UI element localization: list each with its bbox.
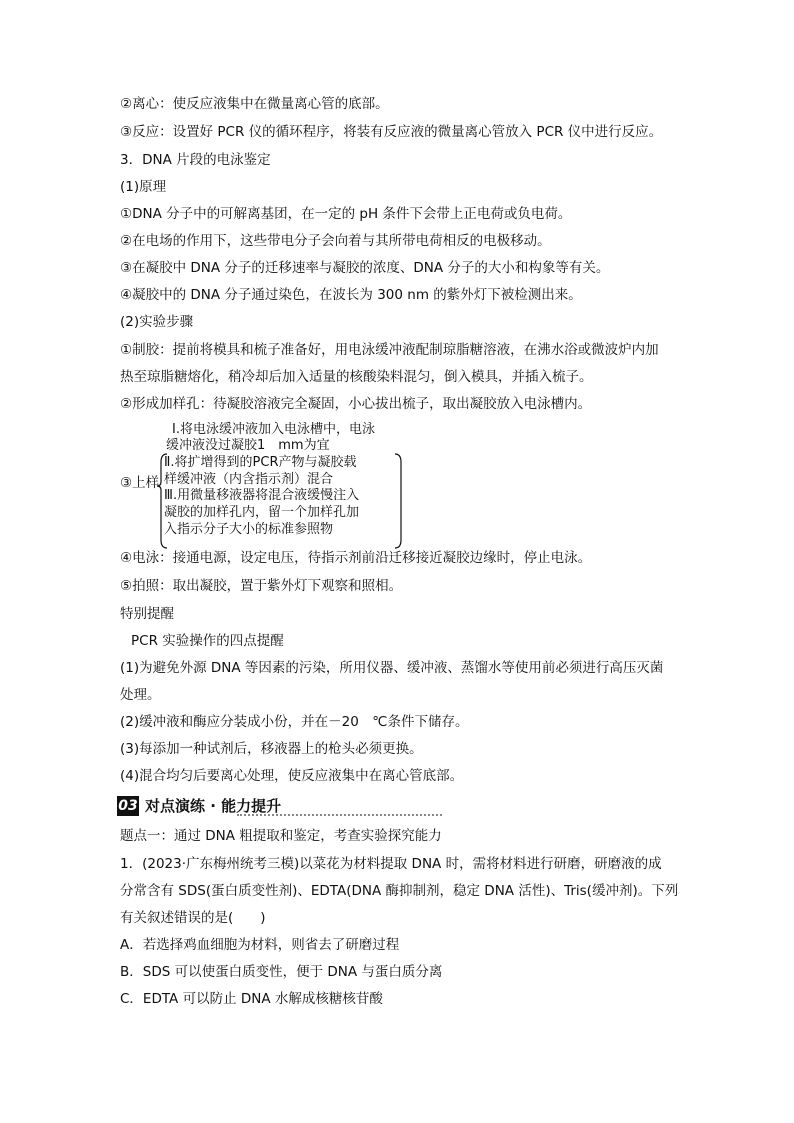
loading-label: ③上样 — [120, 475, 160, 491]
loading-step-line: Ⅲ.用微量移液器将混合液缓慢注入 — [164, 488, 360, 503]
loading-steps-block — [120, 420, 420, 550]
question-line: 1．(2023·广东梅州统考三模)以菜花为材料提取 DNA 时，需将材料进行研磨，研磨液的成 — [120, 856, 662, 872]
text-line: 处理。 — [120, 687, 161, 703]
text-line: (1)为避免外源 DNA 等因素的污染，所用仪器、缓冲液、蒸馏水等使用前必须进行高压灭菌 — [120, 660, 664, 676]
section-header — [117, 796, 447, 818]
section-heading: 3．DNA 片段的电泳鉴定 — [120, 152, 271, 168]
text-line: ①制胶：提前将模具和梳子准备好，用电泳缓冲液配制琼脂糖溶液，在沸水浴或微波炉内加 — [120, 342, 659, 358]
loading-step-line: Ⅱ.将扩增得到的PCR产物与凝胶载 — [164, 455, 357, 470]
loading-step-line: Ⅰ.将电泳缓冲液加入电泳槽中，电泳 — [172, 422, 375, 437]
text-line: ③在凝胶中 DNA 分子的迁移速率与凝胶的浓度、DNA 分子的大小和构象等有关。 — [120, 260, 610, 276]
text-line: ④凝胶中的 DNA 分子通过染色，在波长为 300 nm 的紫外灯下被检测出来。 — [120, 287, 582, 303]
text-line: 题点一：通过 DNA 粗提取和鉴定，考查实验探究能力 — [120, 828, 442, 844]
loading-step-line: 凝胶的加样孔内，留一个加样孔加 — [164, 505, 360, 520]
text-line: ②在电场的作用下，这些带电分子会向着与其所带电荷相反的电极移动。 — [120, 233, 551, 249]
text-line: ①DNA 分子中的可解离基团，在一定的 pH 条件下会带上正电荷或负电荷。 — [120, 206, 572, 222]
option-c: C．EDTA 可以防止 DNA 水解成核糖核苷酸 — [120, 991, 383, 1007]
text-line: ⑤拍照：取出凝胶，置于紫外灯下观察和照相。 — [120, 578, 403, 594]
subheading: (2)实验步骤 — [120, 314, 194, 330]
text-line: (3)每添加一种试剂后，移液器上的枪头必须更换。 — [120, 741, 423, 757]
question-line: 有关叙述错误的是( ) — [120, 910, 266, 926]
option-a: A．若选择鸡血细胞为材料，则省去了研磨过程 — [120, 937, 400, 953]
loading-step-line: 缓冲液没过凝胶1 mm为宜 — [166, 438, 330, 453]
text-line: (4)混合均匀后要离心处理，使反应液集中在离心管底部。 — [120, 768, 464, 784]
loading-step-line: 样缓冲液（内含指示剂）混合 — [164, 472, 334, 487]
text-line: ③反应：设置好 PCR 仪的循环程序，将装有反应液的微量离心管放入 PCR 仪中进行反应。 — [120, 124, 663, 140]
text-line: 热至琼脂糖熔化，稍冷却后加入适量的核酸染料混匀，倒入模具，并插入梳子。 — [120, 369, 593, 385]
section-divider — [237, 814, 442, 816]
loading-step-line: 入指示分子大小的标准参照物 — [164, 522, 334, 537]
section-title: 对点演练 · 能力提升 — [145, 797, 282, 815]
note-heading: 特别提醒 — [120, 606, 174, 622]
text-line: (2)缓冲液和酶应分装成小份，并在－20 ℃条件下储存。 — [120, 714, 469, 730]
section-badge: 03 — [118, 798, 138, 814]
text-line: ②离心：使反应液集中在微量离心管的底部。 — [120, 96, 389, 112]
question-line: 分常含有 SDS(蛋白质变性剂)、EDTA(DNA 酶抑制剂，稳定 DNA 活性)、Tris(缓冲剂)。下列 — [120, 883, 679, 899]
option-b: B．SDS 可以使蛋白质变性，便于 DNA 与蛋白质分离 — [120, 964, 443, 980]
text-line: ④电泳：接通电源，设定电压，待指示剂前沿迁移接近凝胶边缘时，停止电泳。 — [120, 550, 592, 566]
text-line: ②形成加样孔：待凝胶溶液完全凝固，小心拔出梳子，取出凝胶放入电泳槽内。 — [120, 396, 592, 412]
note-title: PCR 实验操作的四点提醒 — [131, 633, 284, 649]
subheading: (1)原理 — [120, 179, 167, 195]
